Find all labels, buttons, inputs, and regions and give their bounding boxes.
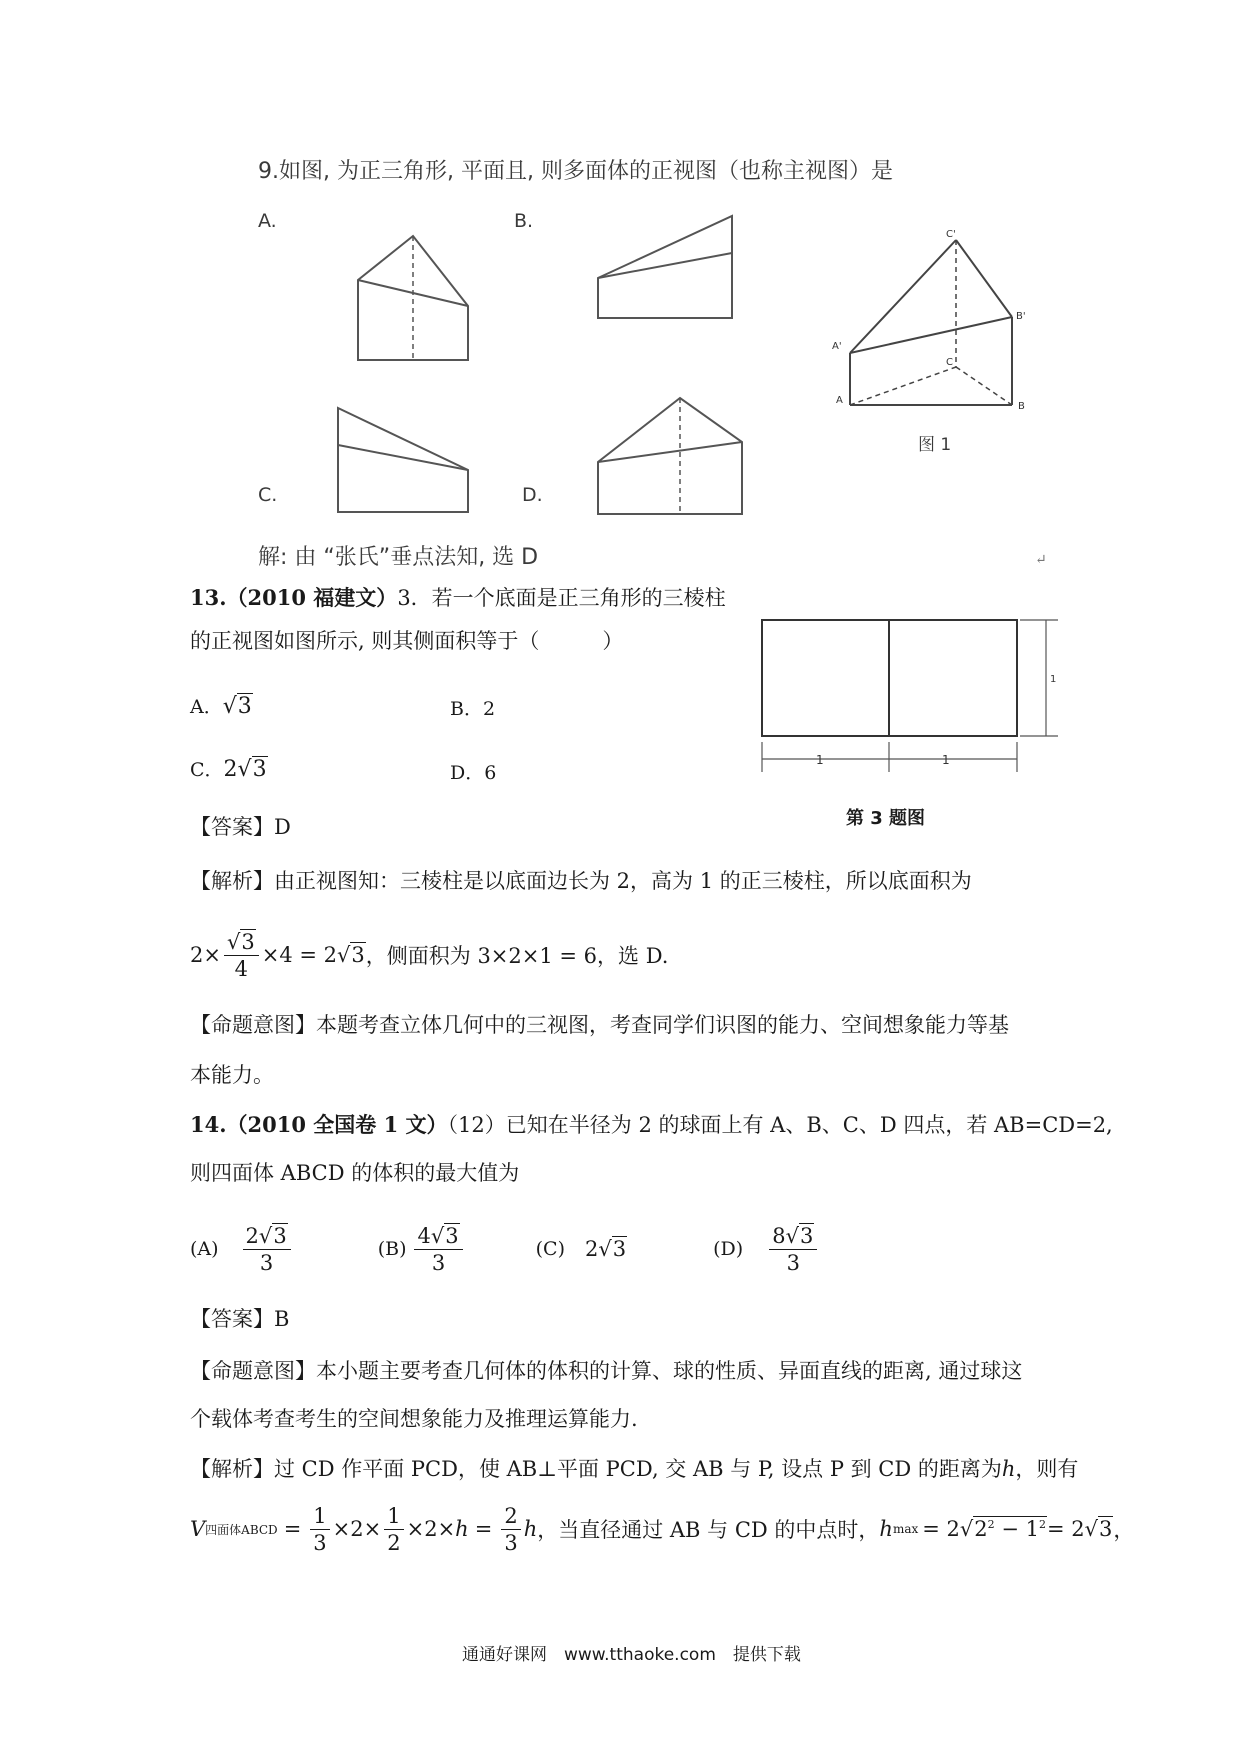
q13-answer: 【答案】D xyxy=(190,815,291,839)
q13-formula-num: 3 xyxy=(241,929,255,954)
q14-analysis-h: h xyxy=(1001,1457,1016,1481)
q14-opt-a-rad: 3 xyxy=(273,1223,287,1248)
q14-formula-hmax-sub: max xyxy=(892,1522,919,1536)
q14-opt-d-den: 3 xyxy=(786,1250,800,1275)
q13-opt-c-label: C． xyxy=(190,759,224,781)
q13-stem-line2: 的正视图如图所示, 则其侧面积等于（ ） xyxy=(190,629,624,653)
fig1-label-c: C xyxy=(946,357,953,368)
q9-stem: 9.如图, 为正三角形, 平面且, 则多面体的正视图（也称主视图）是 xyxy=(258,159,893,184)
q14-stem-a: （12）已知在半径为 2 的球面上有 A、B、C、D 四点，若 AB=CD=2, xyxy=(447,1113,1113,1137)
q14-hmax-rad-exp1: 2 xyxy=(987,1518,995,1531)
q14-formula-hmax-expr: = 2 xyxy=(922,1517,960,1541)
q14-analysis-text: 过 CD 作平面 PCD，使 AB⊥平面 PCD, 交 AB 与 P, 设点 P 到 CD 的距离为 xyxy=(274,1457,1002,1481)
q9-label-d: D. xyxy=(522,484,543,506)
q14-opt-b-rad: 3 xyxy=(445,1223,459,1248)
q14-opt-c-rad: 3 xyxy=(612,1237,627,1261)
q14-opt-d: $\frac{8√3}{3}$ xyxy=(769,1223,817,1276)
q14-frac3-den: 3 xyxy=(504,1530,518,1555)
q13-formula: 2× $\frac{√3}{4}$ ×4 = 2 √3 ，侧面积为 3×2×1 = 6，选 D. xyxy=(190,929,669,981)
q14-hmax-rad-exp2: 2 xyxy=(1038,1518,1046,1531)
q14-frac1-num: 1 xyxy=(310,1503,329,1530)
fig1-label-b1: B' xyxy=(1016,311,1026,322)
q13-dim-right: 1 xyxy=(942,753,950,767)
q9-figure-c xyxy=(330,400,480,520)
q14-intent-text: 本小题主要考查几何体的体积的计算、球的性质、异面直线的距离, 通过球这 xyxy=(316,1359,1023,1383)
fig1-label-c1: C' xyxy=(946,229,956,240)
q13-number: 13. xyxy=(190,585,227,610)
q14-frac2-den: 2 xyxy=(387,1530,401,1555)
fig1-label-a: A xyxy=(836,395,843,406)
q14-opt-a-coef: 2 xyxy=(245,1223,259,1248)
q14-intent-line2: 个载体考查考生的空间想象能力及推理运算能力. xyxy=(190,1407,638,1431)
q14-intent-label: 【命题意图】 xyxy=(190,1359,316,1383)
q14-opt-d-label: (D) xyxy=(713,1238,744,1260)
q13-intent-text: 本题考查立体几何中的三视图，考查同学们识图的能力、空间想象能力等基 xyxy=(316,1013,1009,1037)
q9-figure-b xyxy=(590,208,740,328)
q13-formula-frac: $\frac{√3}{4}$ xyxy=(224,929,259,982)
q14-opt-b-label: (B) xyxy=(377,1238,407,1260)
fig1-label-b: B xyxy=(1018,401,1025,412)
q14-frac1-den: 3 xyxy=(313,1530,327,1555)
q14-analysis-line1 xyxy=(190,1454,1078,1484)
q9-figure-1 xyxy=(830,225,1050,415)
q14-analysis-label: 【解析】 xyxy=(190,1457,274,1481)
q14-formula-text: ，当直径通过 AB 与 CD 的中点时， xyxy=(537,1518,880,1542)
q14-formula-frac3 xyxy=(501,1503,520,1556)
q13-fig-caption: 第 3 题图 xyxy=(846,808,926,829)
q14-opt-b: $\frac{4√3}{3}$ xyxy=(414,1223,462,1276)
q14-options xyxy=(190,1216,820,1282)
q14-analysis-end: ，则有 xyxy=(1015,1457,1079,1481)
q14-opt-d-coef: 8 xyxy=(772,1223,786,1248)
q14-opt-c: 2√3 xyxy=(585,1237,627,1261)
q14-formula-hmax-end-rad: 3 xyxy=(1099,1517,1113,1541)
q13-formula-rad: 3 xyxy=(351,943,365,967)
q9-figure-d xyxy=(590,390,750,520)
q9-label-a: A. xyxy=(258,210,277,232)
q9-figure-a xyxy=(350,228,500,368)
q14-opt-d-rad: 3 xyxy=(799,1223,814,1248)
q14-formula-comma: ， xyxy=(1113,1518,1135,1542)
q13-analysis-text: 由正视图知：三棱柱是以底面边长为 2，高为 1 的正三棱柱，所以底面积为 xyxy=(274,869,972,893)
q13-intent-line1 xyxy=(190,1010,1009,1040)
q14-formula: V 四面体ABCD = $\frac{1}{3}$ ×2× $\frac{1}{2}$ ×2× h = $\frac{2}{3}$ h ，当直径通过 AB 与 CD 的中点时， h max = 2 $√2^2 - 1^2$ = 2 √3 ， xyxy=(190,1503,1135,1555)
q13-option-b: B．2 xyxy=(450,698,496,720)
q13-formula-pre: 2× xyxy=(190,943,221,967)
q14-formula-part3: ×2× xyxy=(406,1517,456,1541)
q9-label-c: C. xyxy=(258,484,278,506)
q13-dim-height: 1 xyxy=(1050,674,1057,685)
q13-option-a: A．√3 xyxy=(190,694,252,719)
q14-frac3-num: 2 xyxy=(501,1503,520,1530)
q14-formula-h2: h xyxy=(523,1517,538,1541)
q14-stem-line2: 则四面体 ABCD 的体积的最大值为 xyxy=(190,1161,520,1185)
q13-figure xyxy=(752,612,1072,782)
page-footer: 通通好课网 www.tthaoke.com 提供下载 xyxy=(462,1645,801,1665)
q14-formula-v: V xyxy=(190,1517,206,1541)
q13-analysis xyxy=(190,866,972,896)
q14-formula-hmax: h xyxy=(879,1517,893,1541)
q14-formula-frac1 xyxy=(310,1503,329,1556)
q14-opt-c-label: (C) xyxy=(535,1238,565,1260)
q9-solution: 解: 由 “张氏”垂点法知, 选 D xyxy=(258,545,539,570)
q14-opt-c-coef: 2 xyxy=(585,1237,599,1261)
q14-formula-part2: ×2× xyxy=(332,1517,382,1541)
q14-frac2-num: 1 xyxy=(384,1503,403,1530)
q13-option-c: C．2√3 xyxy=(190,757,267,782)
fig1-label-a1: A' xyxy=(832,341,842,352)
q14-opt-b-coef: 4 xyxy=(417,1223,431,1248)
q13-analysis-label: 【解析】 xyxy=(190,869,274,893)
q13-opt-c-value: 3 xyxy=(252,757,267,782)
q9-fig-caption: 图 1 xyxy=(918,435,952,455)
q13-intent-label: 【命题意图】 xyxy=(190,1013,316,1037)
q14-answer: 【答案】B xyxy=(190,1307,290,1331)
q14-intent-line1 xyxy=(190,1356,1022,1386)
q14-formula-frac2 xyxy=(384,1503,403,1556)
q14-formula-h1: h xyxy=(455,1517,469,1541)
q13-intent-line2: 本能力。 xyxy=(190,1063,274,1087)
q13-opt-c-coef: 2 xyxy=(223,757,238,782)
q13-formula-post: ，侧面积为 3×2×1 = 6，选 D. xyxy=(365,944,669,968)
q14-formula-eq: = xyxy=(283,1517,302,1541)
q14-formula-eq2: = xyxy=(474,1517,493,1541)
q13-formula-den: 4 xyxy=(234,956,249,981)
q14-number: 14. xyxy=(190,1112,227,1137)
q14-opt-a-label: (A) xyxy=(190,1238,219,1260)
q9-label-b: B. xyxy=(514,210,534,232)
return-mark: ↵ xyxy=(1035,552,1047,568)
q14-stem-line1 xyxy=(190,1110,1113,1140)
q14-formula-v-sub: 四面体ABCD xyxy=(205,1522,278,1537)
q13-dim-left: 1 xyxy=(816,753,824,767)
q13-opt-a-label: A． xyxy=(190,696,223,718)
q14-hmax-rad-base: 2 xyxy=(974,1517,988,1541)
q13-formula-mid: ×4 = 2 xyxy=(261,943,337,967)
q13-option-d: D．6 xyxy=(450,762,497,784)
q14-opt-a: $\frac{2√3}{3}$ xyxy=(243,1223,291,1276)
q14-opt-b-den: 3 xyxy=(431,1250,446,1275)
q13-source: （2010 福建文） xyxy=(226,585,398,610)
q14-source: （2010 全国卷 1 文） xyxy=(226,1112,448,1137)
q14-hmax-minus: − 1 xyxy=(994,1517,1039,1541)
q13-stem-a: 3．若一个底面是正三角形的三棱柱 xyxy=(397,586,726,610)
q14-opt-a-den: 3 xyxy=(259,1250,274,1275)
q13-stem-line1 xyxy=(190,583,726,613)
q13-opt-a-value: 3 xyxy=(237,694,252,719)
q14-formula-hmax-end: = 2 xyxy=(1046,1517,1085,1541)
